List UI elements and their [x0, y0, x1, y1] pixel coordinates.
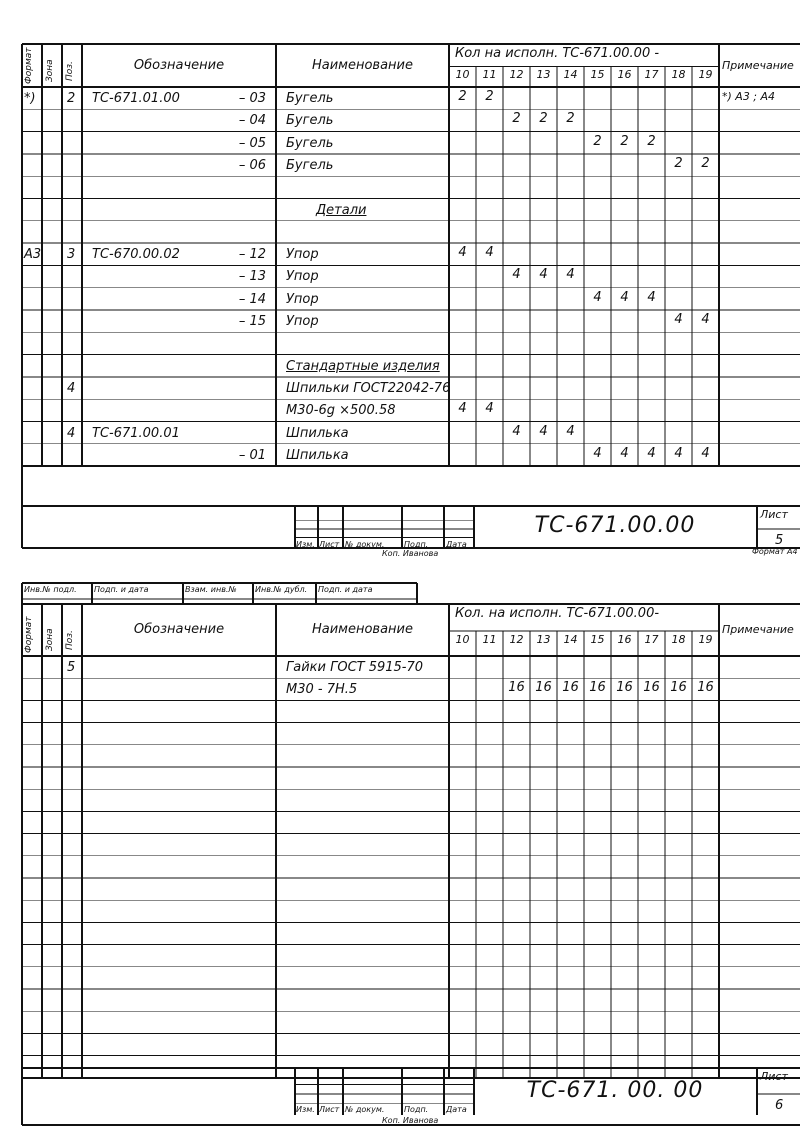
- row-position: 2: [67, 91, 76, 106]
- qty-cell: 2: [674, 155, 683, 171]
- row-name: Упор: [286, 247, 319, 263]
- qty-cell: 2: [647, 133, 656, 149]
- qty-cell: 2: [485, 89, 494, 104]
- qty-cell: 4: [485, 401, 494, 417]
- row-position: 5: [67, 660, 76, 675]
- qty-cell: 16: [562, 680, 579, 696]
- s1-header-col: 17: [644, 68, 659, 82]
- s1-header-col: 13: [536, 68, 551, 82]
- row-designation: ТС-670.00.02: [92, 247, 180, 263]
- qty-cell: 4: [566, 423, 575, 439]
- s2-header-format: Формат: [24, 616, 34, 653]
- qty-cell: 16: [616, 680, 633, 696]
- s1-document-code: ТС-671.00.00: [534, 513, 696, 538]
- s1-header-col: 16: [617, 68, 632, 82]
- s2-header-col: 11: [482, 633, 497, 647]
- row-name: Шпильки ГОСТ22042-76: [286, 380, 451, 396]
- binding-strip-label: Подп. и дата: [94, 585, 149, 594]
- s2-header-col: 10: [455, 633, 470, 647]
- s2-sheet-label: Лист: [760, 1070, 788, 1083]
- qty-cell: 16: [643, 680, 660, 696]
- s1-header-col: 12: [509, 68, 524, 82]
- row-name: Гайки ГОСТ 5915-70: [286, 660, 424, 675]
- qty-cell: 4: [620, 445, 629, 461]
- row-variant: – 14: [238, 291, 266, 307]
- row-variant: – 04: [238, 113, 266, 129]
- qty-cell: 4: [458, 245, 467, 261]
- s1-stamp-col-label: Лист: [319, 539, 340, 549]
- s2-header-col: 16: [617, 633, 632, 647]
- s2-sheet-number: 6: [775, 1097, 784, 1113]
- row-format: А3: [24, 247, 42, 263]
- row-designation: ТС-671.00.01: [92, 425, 180, 441]
- qty-cell: 16: [670, 680, 687, 696]
- row-variant: – 15: [238, 314, 266, 329]
- row-format: *): [24, 91, 36, 106]
- s2-header-designation: Обозначение: [133, 622, 225, 637]
- section-heading: Стандартные изделия: [286, 358, 440, 374]
- row-position: 3: [67, 247, 76, 263]
- qty-cell: 2: [539, 111, 548, 127]
- s2-header-col: 14: [563, 633, 578, 647]
- section-heading: Детали: [316, 202, 367, 218]
- s1-header-format: Формат: [24, 47, 34, 84]
- qty-cell: 4: [593, 289, 602, 305]
- s1-sheet-number: 5: [775, 533, 784, 549]
- row-variant: – 05: [238, 135, 266, 151]
- s1-header-name: Наименование: [311, 57, 414, 73]
- qty-cell: 4: [647, 289, 656, 305]
- qty-cell: 4: [620, 289, 629, 305]
- qty-cell: 16: [589, 680, 606, 696]
- qty-cell: 16: [535, 680, 552, 696]
- s1-header-col: 10: [455, 68, 470, 82]
- row-variant: – 12: [238, 247, 266, 263]
- row-name: М30 - 7Н.5: [286, 682, 358, 698]
- row-name: Упор: [286, 314, 319, 329]
- s2-header-zone: Зона: [45, 628, 55, 651]
- s2-header-name: Наименование: [311, 622, 414, 637]
- s1-header-designation: Обозначение: [133, 57, 225, 73]
- s1-header-col: 18: [671, 68, 686, 82]
- row-variant: – 06: [238, 157, 266, 173]
- row-name: Бугель: [286, 135, 334, 151]
- qty-cell: 4: [512, 423, 521, 439]
- s2-stamp-col-label: Лист: [319, 1105, 340, 1115]
- s1-header-col: 11: [482, 68, 497, 82]
- s2-header-col: 13: [536, 633, 551, 647]
- binding-strip-label: Инв.№ дубл.: [255, 585, 308, 594]
- qty-cell: 4: [458, 401, 467, 417]
- s1-stamp-col-label: Изм.: [296, 539, 315, 549]
- qty-cell: 4: [485, 245, 494, 261]
- binding-strip-label: Взам. инв.№: [185, 585, 237, 594]
- s1-header-col: 15: [590, 68, 605, 82]
- s2-header-note: Примечание: [722, 623, 794, 636]
- s1-copied-by: Коп. Иванова: [382, 549, 439, 558]
- s2-stamp-col-label: № докум.: [345, 1105, 385, 1115]
- qty-cell: 16: [697, 680, 714, 696]
- qty-cell: 4: [701, 445, 710, 461]
- binding-strip-label: Инв.№ подл.: [24, 585, 77, 594]
- binding-strip-label: Подп. и дата: [318, 585, 373, 594]
- qty-cell: 4: [512, 267, 521, 283]
- s1-header-zone: Зона: [45, 59, 55, 82]
- s1-sheet-label: Лист: [760, 508, 788, 521]
- qty-cell: 2: [458, 89, 467, 104]
- qty-cell: 4: [674, 312, 683, 327]
- row-designation: ТС-671.01.00: [92, 91, 180, 106]
- s2-header-col: 15: [590, 633, 605, 647]
- s2-stamp-col-label: Подп.: [404, 1105, 429, 1115]
- row-variant: – 13: [238, 269, 266, 285]
- row-note: *) А3 ; А4: [722, 90, 776, 103]
- row-position: 4: [67, 380, 76, 396]
- qty-cell: 4: [593, 445, 602, 461]
- s2-header-col: 12: [509, 633, 524, 647]
- qty-cell: 4: [566, 267, 575, 283]
- s2-header-pos: Поз.: [65, 630, 75, 650]
- row-variant: – 01: [238, 447, 266, 463]
- row-name: Бугель: [286, 113, 334, 129]
- row-name: Бугель: [286, 157, 334, 173]
- row-name: Упор: [286, 291, 319, 307]
- qty-cell: 2: [701, 155, 710, 171]
- qty-cell: 16: [508, 680, 525, 696]
- qty-cell: 2: [566, 111, 575, 127]
- s2-copied-by: Коп. Иванова: [382, 1116, 439, 1125]
- s2-header-col: 17: [644, 633, 659, 647]
- s1-format-label: Формат А4: [752, 547, 798, 556]
- s2-header-col: 19: [698, 633, 713, 647]
- s2-header-col: 18: [671, 633, 686, 647]
- row-name: М30-6g ×500.58: [286, 403, 396, 419]
- row-name: Бугель: [286, 91, 334, 106]
- row-variant: – 03: [238, 91, 266, 106]
- row-name: Шпилька: [286, 425, 349, 441]
- qty-cell: 4: [539, 423, 548, 439]
- qty-cell: 2: [512, 111, 521, 127]
- s1-header-qty-title: Кол на исполн. ТС-671.00.00 -: [455, 46, 660, 61]
- qty-cell: 2: [593, 133, 602, 149]
- qty-cell: 2: [620, 133, 629, 149]
- s1-header-note: Примечание: [722, 58, 794, 72]
- s2-header-qty-title: Кол. на исполн. ТС-671.00.00-: [455, 606, 660, 621]
- qty-cell: 4: [539, 267, 548, 283]
- row-name: Шпилька: [286, 447, 349, 463]
- s2-document-code: ТС-671. 00. 00: [526, 1077, 704, 1103]
- s1-header-col: 19: [698, 68, 713, 82]
- qty-cell: 4: [701, 312, 710, 327]
- s1-header-col: 14: [563, 68, 578, 82]
- qty-cell: 4: [674, 445, 683, 461]
- s1-stamp-col-label: № докум.: [345, 539, 385, 549]
- qty-cell: 4: [647, 445, 656, 461]
- row-name: Упор: [286, 269, 319, 285]
- s1-stamp-col-label: Дата: [446, 539, 467, 549]
- s1-header-pos: Поз.: [65, 61, 75, 81]
- row-position: 4: [67, 425, 76, 441]
- s2-stamp-col-label: Дата: [446, 1105, 467, 1115]
- s2-stamp-col-label: Изм.: [296, 1105, 315, 1115]
- s1-stamp-col-label: Подп.: [404, 539, 429, 549]
